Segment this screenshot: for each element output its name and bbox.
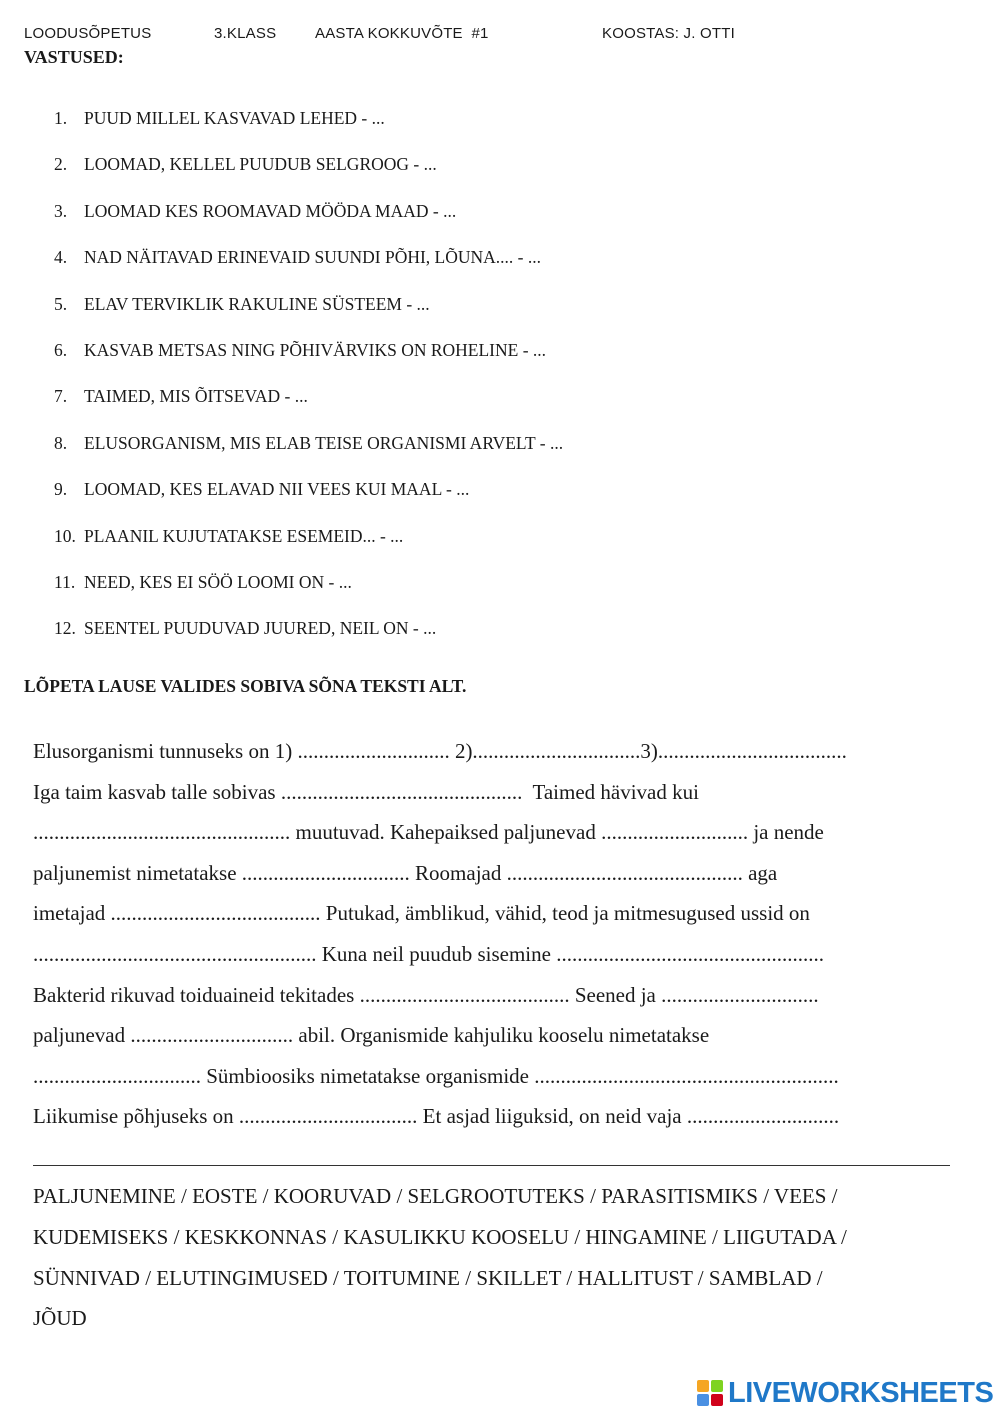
paragraph-line: Liikumise põhjuseks on .................................. Et asjad liiguksid, on neid vaja ............................. [33, 1104, 840, 1129]
word-bank-line: JÕUD [33, 1306, 87, 1331]
question-text: NAD NÄITAVAD ERINEVAID SUUNDI PÕHI, LÕUNA.... - ... [84, 247, 541, 268]
header-title: AASTA KOKKUVÕTE #1 [315, 25, 489, 42]
question-text: NEED, KES EI SÖÖ LOOMI ON - ... [84, 571, 352, 592]
question-item [54, 244, 563, 290]
divider-line [33, 1165, 950, 1166]
question-text: ELAV TERVIKLIK RAKULINE SÜSTEEM - ... [84, 293, 430, 314]
word-bank [33, 1179, 963, 1342]
paragraph-line: ................................ Sümbioosiks nimetatakse organismide .......................................................... [33, 1063, 839, 1088]
question-number: 7. [54, 386, 68, 407]
question-item [54, 569, 563, 615]
watermark-brand: LIVEWORKSHEETS [728, 1376, 994, 1409]
header-author: KOOSTAS: J. OTTI [602, 25, 735, 42]
question-number: 8. [54, 432, 68, 453]
question-item [54, 337, 563, 383]
question-number: 2. [54, 154, 68, 175]
question-item [54, 151, 563, 197]
question-text: LOOMAD KES ROOMAVAD MÖÖDA MAAD - ... [84, 200, 457, 221]
question-list [54, 105, 563, 662]
section-title: LÕPETA LAUSE VALIDES SOBIVA SÕNA TEKSTI ALT. [24, 676, 467, 696]
question-item [54, 430, 563, 476]
paragraph-line: Elusorganismi tunnuseks on 1) ............................. 2)................................3).................................... [33, 739, 847, 763]
paragraph-line: imetajad ........................................ Putukad, ämblikud, vähid, teod ja mitmesugused ussid on [33, 901, 810, 926]
question-text: PLAANIL KUJUTATAKSE ESEMEID... - ... [84, 525, 404, 546]
question-number: 6. [54, 339, 68, 360]
paragraph-line: ................................................. muutuvad. Kahepaiksed paljunevad ............................ ja nende [33, 820, 824, 845]
question-number: 5. [54, 293, 68, 314]
question-text: PUUD MILLEL KASVAVAD LEHED - ... [84, 108, 385, 128]
question-number: 12. [54, 618, 76, 639]
question-item [54, 291, 563, 337]
paragraph-line: ...................................................... Kuna neil puudub sisemine ................................................... [33, 941, 824, 966]
header-grade: 3.KLASS [214, 25, 277, 42]
question-text: ELUSORGANISM, MIS ELAB TEISE ORGANISMI ARVELT - ... [84, 432, 564, 453]
liveworksheets-watermark [697, 1376, 993, 1410]
question-number: 1. [54, 108, 68, 128]
question-number: 10. [54, 525, 76, 546]
word-bank-line: KUDEMISEKS / KESKKONNAS / KASULIKKU KOOSELU / HINGAMINE / LIIGUTADA / [33, 1224, 847, 1249]
header-subject: LOODUSÕPETUS [24, 25, 152, 42]
liveworksheets-logo-icon [697, 1380, 723, 1406]
question-number: 9. [54, 479, 68, 500]
question-text: LOOMAD, KELLEL PUUDUB SELGROOG - ... [84, 154, 437, 175]
word-bank-line: SÜNNIVAD / ELUTINGIMUSED / TOITUMINE / SKILLET / HALLITUST / SAMBLAD / [33, 1265, 823, 1290]
paragraph-line: paljunemist nimetatakse ................................ Roomajad ............................................. aga [33, 860, 778, 885]
question-number: 3. [54, 200, 68, 221]
question-item [54, 105, 563, 151]
question-item [54, 383, 563, 429]
question-text: LOOMAD, KES ELAVAD NII VEES KUI MAAL - ... [84, 479, 470, 500]
question-number: 4. [54, 247, 68, 268]
question-item [54, 198, 563, 244]
word-bank-line: PALJUNEMINE / EOSTE / KOORUVAD / SELGROOTUTEKS / PARASITISMIKS / VEES / [33, 1184, 838, 1208]
paragraph-line: paljunevad ............................... abil. Organismide kahjuliku kooselu nimetatakse [33, 1023, 710, 1048]
paragraph-line: Iga taim kasvab talle sobivas .............................................. Taimed hävivad kui [33, 779, 699, 804]
fill-in-paragraph [33, 734, 963, 1140]
question-text: KASVAB METSAS NING PÕHIVÄRVIKS ON ROHELINE - ... [84, 339, 547, 360]
question-item [54, 615, 563, 661]
question-item [54, 476, 563, 522]
question-item [54, 523, 563, 569]
answers-label: VASTUSED: [24, 47, 124, 67]
paragraph-line: Bakterid rikuvad toiduaineid tekitades ........................................ Seened ja .............................. [33, 982, 819, 1007]
question-number: 11. [54, 571, 76, 592]
question-text: TAIMED, MIS ÕITSEVAD - ... [84, 386, 308, 407]
question-text: SEENTEL PUUDUVAD JUURED, NEIL ON - ... [84, 618, 437, 639]
